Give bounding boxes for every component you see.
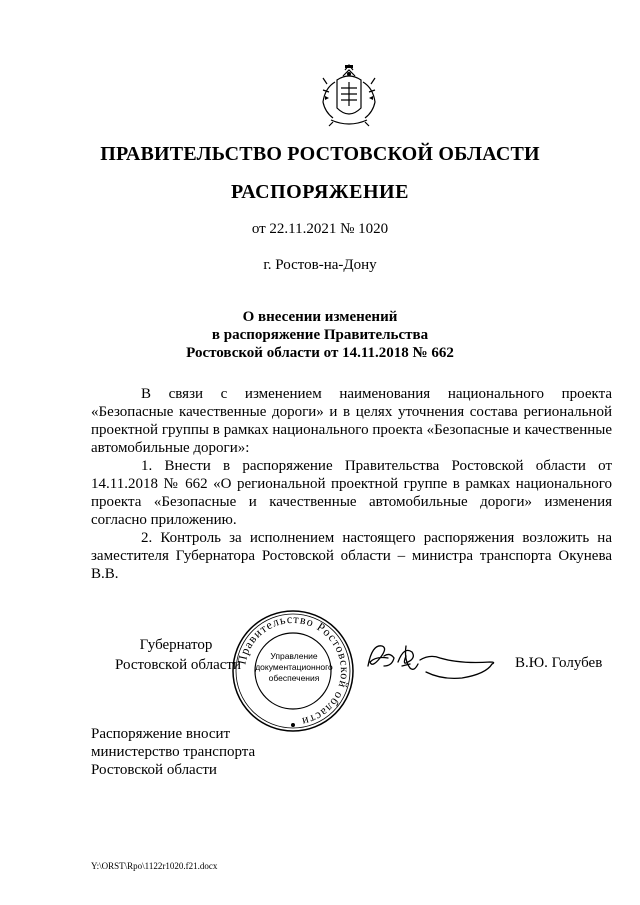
subject-line: О внесении изменений <box>242 309 398 325</box>
stamp-center-line: документационного <box>255 662 333 672</box>
stamp-ring-text: Правительство Ростовской области <box>234 611 353 730</box>
signatory-name: В.Ю. Голубев <box>515 655 603 671</box>
body-paragraph: 1. Внести в распоряжение Правительства Ростовской области от 14.11.2018 № 662 «О региональной проектной группе в рамках национального проекта «Безопасные и качественные автомобильные дороги» изменения согласно приложению. <box>91 458 612 528</box>
signatory-role-line: Губернатор <box>139 637 213 653</box>
organization-title: ПРАВИТЕЛЬСТВО РОСТОВСКОЙ ОБЛАСТИ <box>100 143 540 165</box>
signatory-role-line: Ростовской области <box>115 657 241 673</box>
submitter-block <box>91 725 255 779</box>
body-paragraph: В связи с изменением наименования национального проекта «Безопасные качественные дороги» и в целях уточнения состава региональной проектной группы в рамках национального проекта «Безопасные и качественные автомобильные дороги»: <box>91 386 612 456</box>
subject-line: в распоряжение Правительства <box>211 327 429 343</box>
subject-line: Ростовской области от 14.11.2018 № 662 <box>186 345 454 361</box>
document-date-number: от 22.11.2021 № 1020 <box>251 221 389 237</box>
document-subject <box>0 308 640 362</box>
signatory-role <box>91 635 241 675</box>
coat-of-arms-emblem-icon <box>315 62 383 130</box>
submitter-line: Ростовской области <box>91 762 217 778</box>
document-type: РАСПОРЯЖЕНИЕ <box>231 181 409 203</box>
body-paragraph: 2. Контроль за исполнением настоящего распоряжения возложить на заместителя Губернатора Ростовской области – министра транспорта Окунева В.В. <box>91 530 612 582</box>
stamp-center-text <box>254 651 334 684</box>
stamp-center-line: обеспечения <box>268 673 320 683</box>
handwritten-signature-icon <box>362 636 497 682</box>
file-path-footer: Y:\ORST\Rpo\1122r1020.f21.docx <box>91 861 218 871</box>
stamp-center-line: Управление <box>270 651 318 661</box>
submitter-line: Распоряжение вносит <box>91 726 231 742</box>
document-city: г. Ростов-на-Дону <box>263 257 377 273</box>
document-body <box>91 385 612 583</box>
submitter-line: министерство транспорта <box>91 744 256 760</box>
